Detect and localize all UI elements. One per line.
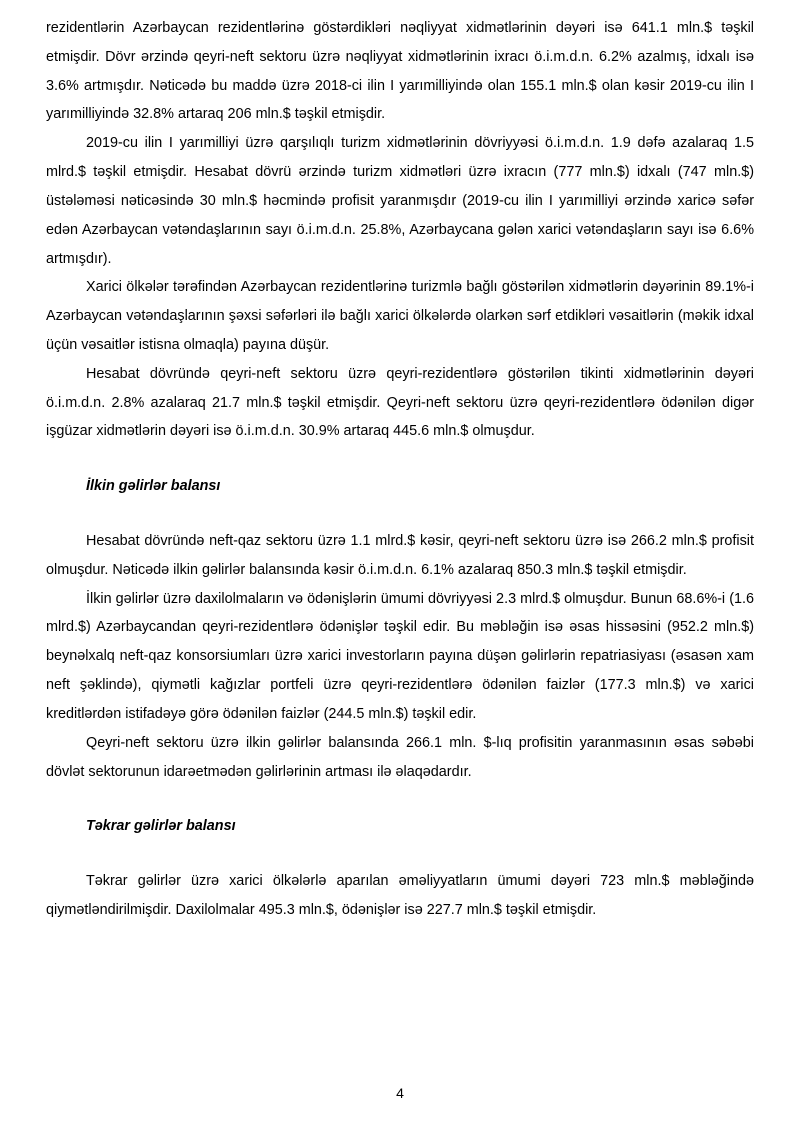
paragraph: Qeyri-neft sektoru üzrə ilkin gəlirlər balansında 266.1 mln. $-lıq profisitin yaranmasının əsas səbəbi dövlət sektorunun idarəetmədən gəlirlərinin artması ilə əlaqədardır. xyxy=(46,734,754,780)
page-number: 4 xyxy=(396,1085,404,1101)
paragraph: 2019-cu ilin I yarımilliyi üzrə qarşılıqlı turizm xidmətlərinin dövriyyəsi ö.i.m.d.n. 1.9 dəfə azalaraq 1.5 mlrd.$ təşkil etmişdir. Hesabat dövrü ərzində turizm xidmətləri üzrə ixracın (777 mln.$) idxalı (747 mln.$) üstələməsi nəticəsində 30 mln.$ həcmində profisit yaranmışdır (2019-cu ilin I yarımilliyi ərzində xaricə səfər edən Azərbaycan vətəndaşlarının sayı ö.i.m.d.n. 25.8%, Azərbaycana gələn xarici vətəndaşların sayı isə 6.6% artmışdır). xyxy=(46,135,754,267)
paragraph: Hesabat dövründə neft-qaz sektoru üzrə 1.1 mlrd.$ kəsir, qeyri-neft sektoru üzrə isə 266.2 mln.$ profisit olmuşdur. Nəticədə ilkin gəlirlər balansında kəsir ö.i.m.d.n. 6.1% azalaraq 850.3 mln.$ təşkil etmişdir. xyxy=(46,533,754,578)
paragraph: İlkin gəlirlər üzrə daxilolmaların və ödənişlərin ümumi dövriyyəsi 2.3 mlrd.$ olmuşdur. Bunun 68.6%-i (1.6 mlrd.$) Azərbaycandan qeyri-rezidentlərə ödənişlər təşkil edir. Bu məbləğin isə əsas hissəsini (952.2 mln.$) beynəlxalq neft-qaz konsorsiumları üzrə xarici investorların payına düşən gəlirlərin repatriasiyası (əsasən xam neft şəklində), qiymətli kağızlar portfeli üzrə qeyri-rezidentlərə ödənilən faizlər (177.3 mln.$) və xarici kreditlərdən istifadəyə görə ödənilən faizlər (244.5 mln.$) təşkil edir. xyxy=(46,590,754,722)
section-spacer xyxy=(46,786,754,812)
section-heading-secondary-income: Təkrar gəlirlər balansı xyxy=(86,818,236,835)
section-spacer xyxy=(46,501,754,527)
paragraph: Təkrar gəlirlər üzrə xarici ölkələrlə aparılan əməliyyatların ümumi dəyəri 723 mln.$ məbləğində qiymətləndirilmişdir. Daxilolmalar 495.3 mln.$, ödənişlər isə 227.7 mln.$ təşkil etmişdir. xyxy=(46,873,754,918)
paragraph: Hesabat dövründə qeyri-neft sektoru üzrə qeyri-rezidentlərə göstərilən tikinti xidmətlərinin dəyəri ö.i.m.d.n. 2.8% azalaraq 21.7 mln.$ təşkil etmişdir. Qeyri-neft sektoru üzrə qeyri-rezidentlərə ödənilən digər işgüzar xidmətlərin dəyəri isə ö.i.m.d.n. 30.9% artaraq 445.6 mln.$ olmuşdur. xyxy=(46,365,754,440)
paragraph: rezidentlərin Azərbaycan rezidentlərinə göstərdikləri nəqliyyat xidmətlərinin dəyəri isə 641.1 mln.$ təşkil etmişdir. Dövr ərzində qeyri-neft sektoru üzrə nəqliyyat xidmətlərinin ixracı ö.i.m.d.n. 6.2% azalmış, idxalı isə 3.6% artmışdır. Nəticədə bu maddə üzrə 2018-ci ilin I yarımilliyində olan 155.1 mln.$ olan kəsir 2019-cu ilin I yarımilliyində 32.8% artaraq 206 mln.$ təşkil etmişdir. xyxy=(46,20,754,123)
paragraph: Xarici ölkələr tərəfindən Azərbaycan rezidentlərinə turizmlə bağlı göstərilən xidmətlərin dəyərinin 89.1%-i Azərbaycan vətəndaşlarının şəxsi səfərləri ilə bağlı xarici ölkələrdə olarkən sərf etdikləri vəsaitlərin (məkik idxal üçün vəsaitlər istisna olmaqla) payına düşür. xyxy=(46,279,754,353)
section-heading-primary-income: İlkin gəlirlər balansı xyxy=(86,478,221,495)
document-body xyxy=(46,14,754,925)
section-spacer xyxy=(46,841,754,867)
section-spacer xyxy=(46,446,754,472)
